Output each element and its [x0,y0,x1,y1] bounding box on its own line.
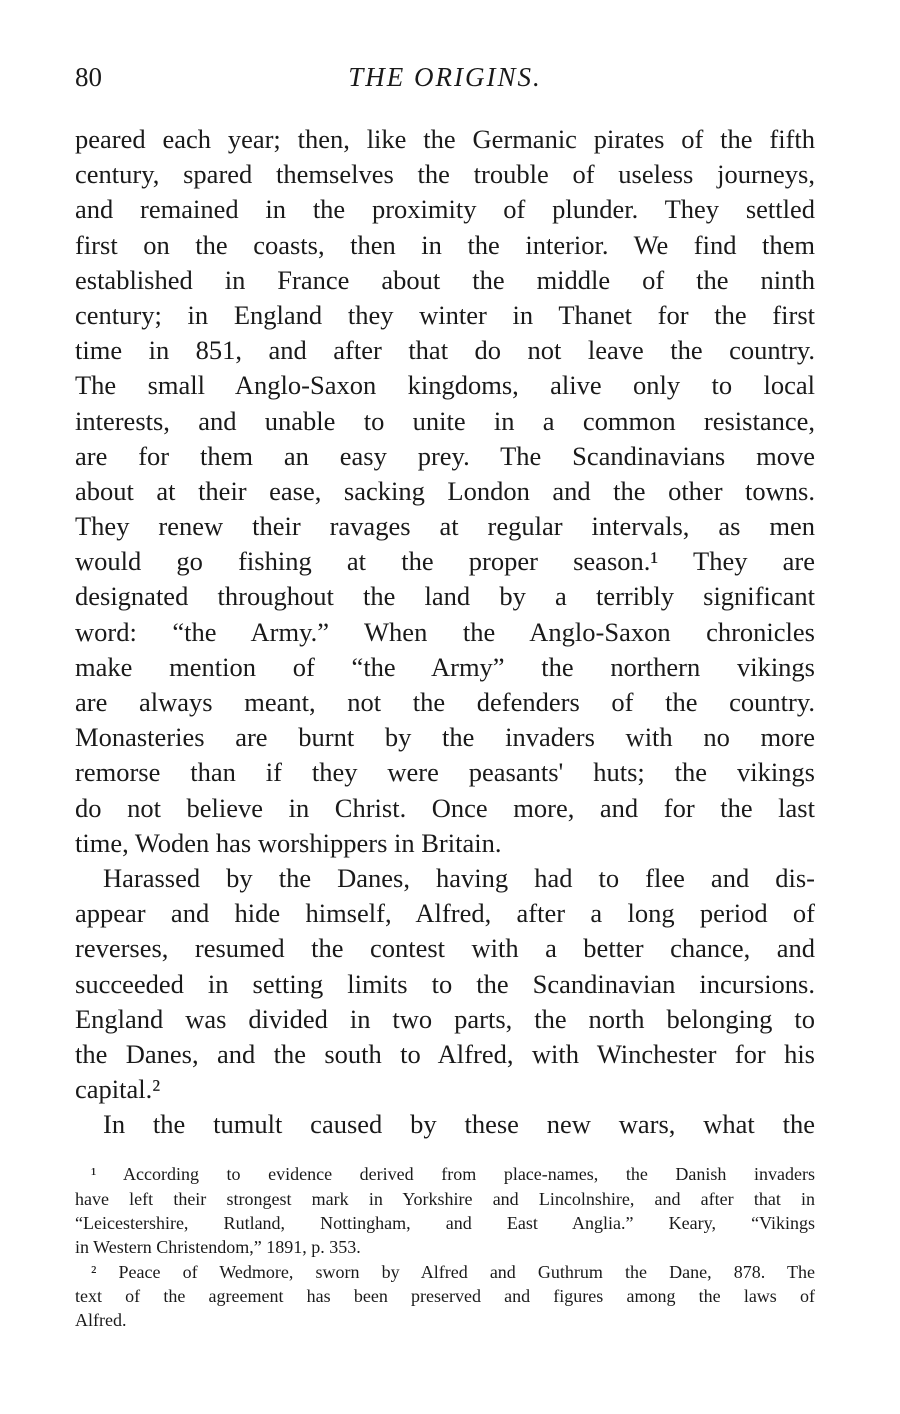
text-line: interests, and unable to unite in a common resistance, [75,405,815,436]
running-head [75,62,815,106]
footnote-line: in Western Christendom,” 1891, p. 353. [75,1237,361,1258]
footnote-line: ² Peace of Wedmore, sworn by Alfred and Guthrum the Dane, 878. The [91,1261,815,1282]
text-line: capital.² [75,1074,161,1105]
text-line: about at their ease, sacking London and the other towns. [75,475,815,506]
page-number: 80 [75,62,102,92]
text-line: first on the coasts, then in the interior. We find them [75,229,815,260]
text-line: century; in England they winter in Thanet for the first [75,299,815,330]
text-line: century, spared themselves the trouble of useless journeys, [75,159,815,190]
footnote-line: Alfred. [75,1310,127,1331]
text-line: time, Woden has worshippers in Britain. [75,827,502,858]
text-line: designated throughout the land by a terribly significant [75,581,815,612]
text-line: They renew their ravages at regular intervals, as men [75,511,815,542]
running-title: THE ORIGINS. [348,62,542,92]
text-line: reverses, resumed the contest with a better chance, and [75,933,815,964]
text-line: appear and hide himself, Alfred, after a long period of [75,898,815,929]
text-line: Harassed by the Danes, having had to flee and dis- [103,862,815,893]
text-line: succeeded in setting limits to the Scandinavian incursions. [75,968,815,999]
text-line: are for them an easy prey. The Scandinavians move [75,440,815,471]
text-line: word: “the Army.” When the Anglo-Saxon chronicles [75,616,815,647]
body-text [75,122,815,1142]
text-line: Monasteries are burnt by the invaders with no more [75,722,815,753]
text-line: would go fishing at the proper season.¹ They are [75,546,815,577]
text-line: the Danes, and the south to Alfred, with Winchester for his [75,1038,815,1069]
book-page [75,62,815,1333]
footnote-line: text of the agreement has been preserved and figures among the laws of [75,1285,815,1306]
text-line: The small Anglo-Saxon kingdoms, alive only to local [75,370,815,401]
footnote-line: have left their strongest mark in Yorkshire and Lincolnshire, and after that in [75,1188,815,1209]
text-line: make mention of “the Army” the northern vikings [75,651,815,682]
text-line: England was divided in two parts, the north belonging to [75,1003,815,1034]
footnote-line: “Leicestershire, Rutland, Nottingham, and East Anglia.” Keary, “Vikings [75,1213,815,1234]
text-line: and remained in the proximity of plunder. They settled [75,194,815,225]
text-line: established in France about the middle of the ninth [75,264,815,295]
text-line: time in 851, and after that do not leave the country. [75,335,815,366]
text-line: In the tumult caused by these new wars, what the [103,1109,815,1140]
text-line: are always meant, not the defenders of the country. [75,687,815,717]
text-line: do not believe in Christ. Once more, and for the last [75,792,815,823]
text-line: peared each year; then, like the Germanic pirates of the fifth [75,124,815,154]
footnote-line: ¹ According to evidence derived from place-names, the Danish invaders [91,1164,815,1185]
footnotes [75,1162,815,1332]
text-line: remorse than if they were peasants' huts; the vikings [75,757,815,788]
